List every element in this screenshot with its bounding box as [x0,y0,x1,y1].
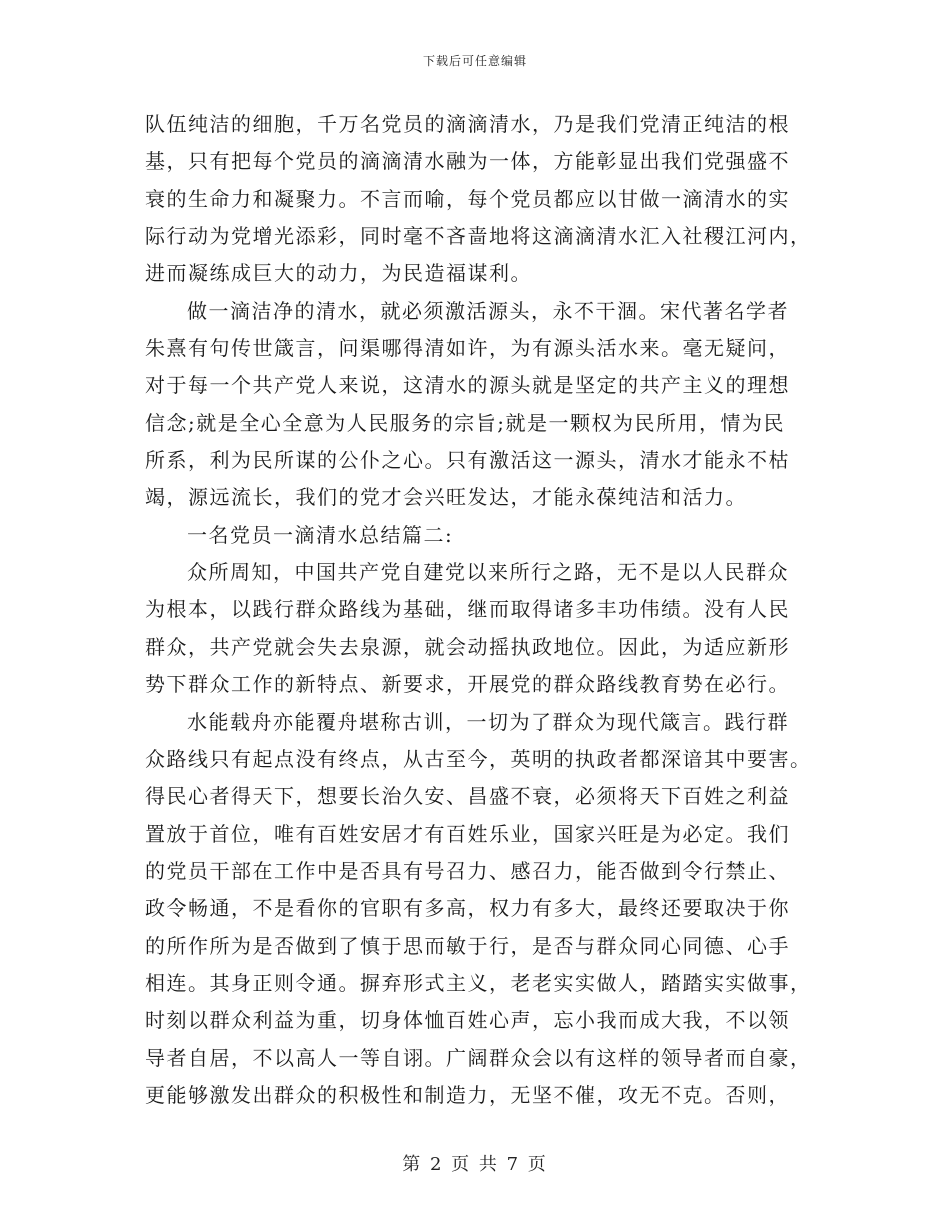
page-number-footer: 第 2 页 共 7 页 [402,1154,548,1175]
text-line: 群众，共产党就会失去泉源，就会动摇执政地位。因此，为适应新形 [145,634,790,659]
page-header: 下载后可任意编辑 [422,54,527,68]
paragraph-first-line: 一名党员一滴清水总结篇二: [187,522,454,547]
text-line: 时刻以群众利益为重，切身体恤百姓心声，忘小我而成大我，不以领 [145,1008,790,1033]
text-line: 朱熹有句传世箴言，问渠哪得清如许，为有源头活水来。毫无疑问， [145,336,790,361]
text-line: 为根本，以践行群众路线为基础，继而取得诸多丰功伟绩。没有人民 [145,597,790,622]
document-body [145,106,812,1114]
text-line: 竭，源远流长，我们的党才会兴旺发达，才能永葆纯洁和活力。 [145,485,747,510]
text-line: 导者自居，不以高人一等自诩。广阔群众会以有这样的领导者而自豪， [145,1045,812,1070]
text-line: 置放于首位，唯有百姓安居才有百姓乐业，国家兴旺是为必定。我们 [145,821,790,846]
text-line: 政令畅通，不是看你的官职有多高，权力有多大，最终还要取决于你 [145,896,790,921]
text-line: 更能够激发出群众的积极性和制造力，无坚不催，攻无不克。否则， [145,1082,790,1107]
text-line: 相连。其身正则令通。摒弃形式主义，老老实实做人，踏踏实实做事， [145,970,812,995]
paragraph-first-line: 做一滴洁净的清水，就必须激活源头，永不干涸。宋代著名学者 [187,298,789,323]
text-line: 众路线只有起点没有终点，从古至今，英明的执政者都深谙其中要害。 [145,746,812,771]
paragraph-first-line: 众所周知，中国共产党自建党以来所行之路，无不是以人民群众 [187,560,789,585]
text-line: 的所作所为是否做到了慎于思而敏于行，是否与群众同心同德、心手 [145,933,790,958]
paragraph-first-line: 水能载舟亦能覆舟堪称古训，一切为了群众为现代箴言。践行群 [187,709,789,734]
text-line: 的党员干部在工作中是否具有号召力、感召力，能否做到令行禁止、 [145,858,790,883]
text-line: 对于每一个共产党人来说，这清水的源头就是坚定的共产主义的理想 [145,373,790,398]
text-line: 衰的生命力和凝聚力。不言而喻，每个党员都应以甘做一滴清水的实 [145,186,790,211]
text-line: 际行动为党增光添彩，同时毫不吝啬地将这滴滴清水汇入社稷江河内， [145,224,812,249]
text-line: 基，只有把每个党员的滴滴清水融为一体，方能彰显出我们党强盛不 [145,149,790,174]
text-line: 得民心者得天下，想要长治久安、昌盛不衰，必须将天下百姓之利益 [145,784,790,809]
text-line: 势下群众工作的新特点、新要求，开展党的群众路线教育势在必行。 [145,672,790,697]
text-line: 所系，利为民所谋的公仆之心。只有激活这一源头，清水才能永不枯 [145,448,790,473]
text-line: 进而凝练成巨大的动力，为民造福谋利。 [145,261,532,286]
text-line: 信念;就是全心全意为人民服务的宗旨;就是一颗权为民所用，情为民 [145,410,785,435]
text-line: 队伍纯洁的细胞，千万名党员的滴滴清水，乃是我们党清正纯洁的根 [145,112,790,136]
